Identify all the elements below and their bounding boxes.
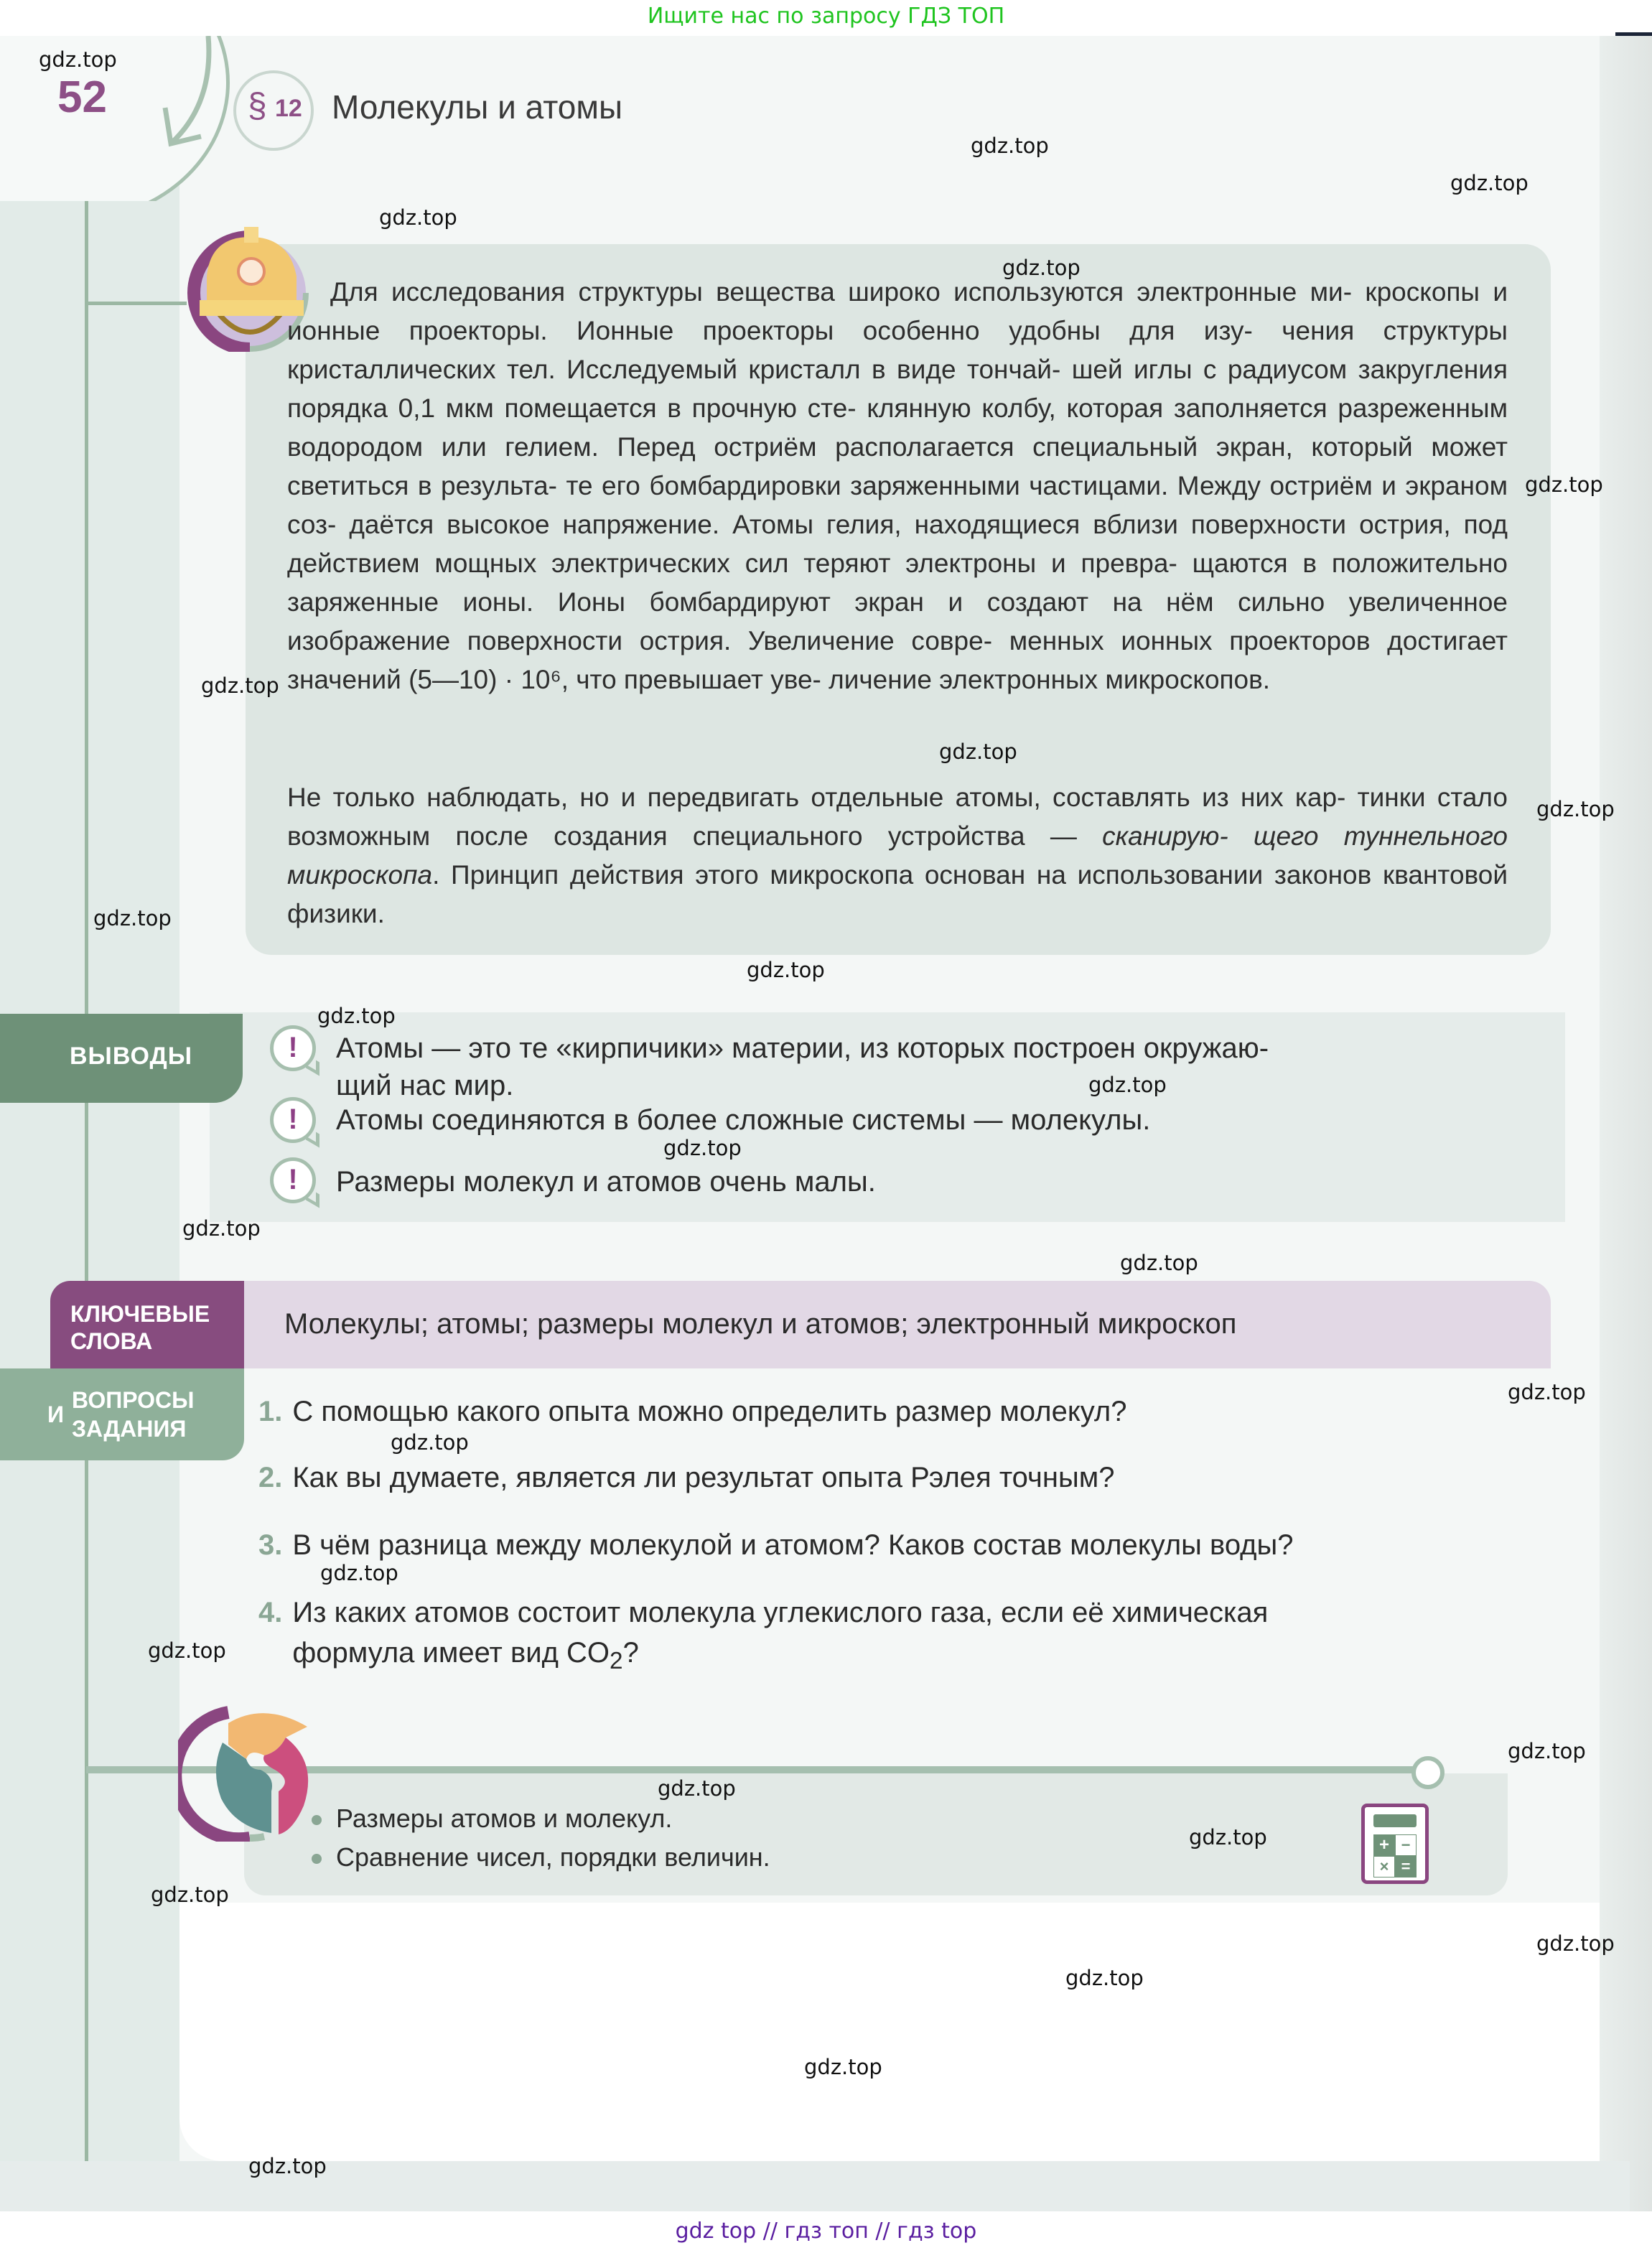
watermark-text: gdz.top — [151, 1883, 229, 1907]
watermark-text: gdz.top — [658, 1776, 736, 1801]
question-3: 3. В чём разница между молекулой и атомом? Каков состав молекулы воды? — [258, 1529, 1294, 1561]
watermark-text: gdz.top — [39, 47, 117, 72]
calculator-icon: + − × = — [1361, 1804, 1429, 1884]
watermark-text: gdz.top — [1088, 1073, 1167, 1097]
watermark-text: gdz.top — [804, 2055, 882, 2079]
line-end-circle — [1411, 1756, 1445, 1789]
section-title: Молекулы и атомы — [332, 88, 623, 126]
watermark-text: gdz.top — [1525, 472, 1603, 497]
conclusions-tab: ВЫВОДЫ — [0, 1014, 243, 1103]
watermark-text: gdz.top — [379, 205, 457, 230]
exclamation-bubble-icon: ! — [270, 1157, 316, 1203]
keywords-text: Молекулы; атомы; размеры молекул и атомов; электронный микроскоп — [284, 1308, 1237, 1340]
skills-box — [244, 1773, 1508, 1895]
puzzle-circle-icon — [178, 1698, 322, 1842]
watermark-text: gdz.top — [201, 673, 279, 698]
question-2: 2. Как вы думаете, является ли результат опыта Рэлея точным? — [258, 1462, 1115, 1493]
watermark-text: gdz.top — [391, 1430, 469, 1455]
conclusion-item-1: Атомы — это те «кирпичики» материи, из которых построен окружаю- щий нас мир. — [336, 1032, 1269, 1101]
watermark-text: gdz.top — [1536, 797, 1615, 821]
exclamation-bubble-icon: ! — [270, 1097, 316, 1143]
watermark-text: gdz.top — [971, 134, 1049, 158]
watermark-text: gdz.top — [1120, 1251, 1198, 1275]
page-bottom-band — [0, 2161, 1630, 2211]
book-spine-shadow — [1600, 36, 1652, 2211]
section-number: 12 — [275, 95, 302, 122]
keywords-tab: КЛЮЧЕВЫЕ СЛОВА — [50, 1281, 244, 1368]
watermark-text: gdz.top — [1450, 171, 1529, 195]
exclamation-bubble-icon: ! — [270, 1025, 316, 1071]
watermark-text: gdz.top — [1536, 1931, 1615, 1956]
questions-tab: ВОПРОСЫ И ЗАДАНИЯ — [0, 1368, 244, 1460]
info-paragraph-2: Не только наблюдать, но и передвигать отдельные атомы, составлять из них кар- тинки стало возможным после создания специального устройства — сканирую- щего туннельного микроскопа. Принцип действия этого микроскопа основан на использовании законов квантовой физики. — [287, 783, 1508, 928]
watermark-text: gdz.top — [1508, 1739, 1586, 1763]
watermark-text: gdz.top — [663, 1136, 742, 1160]
page-number: 52 — [57, 73, 107, 122]
watermark-text: gdz.top — [182, 1216, 261, 1241]
conclusion-item-3: Размеры молекул и атомов очень малы. — [336, 1166, 876, 1198]
watermark-text: gdz.top — [93, 906, 172, 930]
watermark-text: gdz.top — [747, 958, 825, 982]
watermark-text: gdz.top — [1002, 256, 1081, 280]
blank-area — [179, 1903, 1600, 2161]
search-banner: Ищите нас по запросу ГДЗ ТОП — [647, 4, 1005, 29]
watermark-text: gdz.top — [248, 2154, 327, 2178]
conclusion-item-2: Атомы соединяются в более сложные системы — молекулы. — [336, 1104, 1151, 1136]
section-sign: § — [248, 87, 267, 125]
watermark-text: gdz.top — [1189, 1825, 1267, 1849]
watermark-text: gdz.top — [317, 1004, 396, 1028]
watermark-text: gdz.top — [1065, 1966, 1144, 1990]
arrow-down-icon — [144, 36, 230, 151]
question-4: 4. Из каких атомов состоит молекула углекислого газа, если её химическая формула имеет вид $CO_2$? — [258, 1597, 1269, 1674]
question-1: 1. С помощью какого опыта можно определить размер молекул? — [258, 1396, 1127, 1427]
watermark-text: gdz.top — [148, 1638, 226, 1663]
footer-watermark: gdz top // гдз топ // гдз top — [675, 2219, 977, 2244]
bullet-icon — [312, 1815, 322, 1825]
skill-item-1: Размеры атомов и молекул. — [312, 1804, 672, 1834]
watermark-text: gdz.top — [320, 1561, 398, 1585]
info-paragraph-1: Для исследования структуры вещества широко используются электронные ми- кроскопы и ионные проекторы. Ионные проекторы особенно удобны для изу- чения структуры кристаллических тел. Исследуемый кристалл в виде тончай- шей иглы с радиусом закругления порядка 0,1 мкм помещается в прочную сте- клянную колбу, которая заполняется разреженным водородом или гелием. Перед остриём располагается специальный экран, который может светиться в результа- те его бомбардировки заряженными частицами. Между остриём и экраном соз- даётся высокое напряжение. Атомы гелия, находящиеся вблизи поверхности острия, под действием мощных электрических сил теряют электроны и превра- щаются в положительно заряженные ионы. Ионы бомбардируют экран и создают на нём сильно увеличенное изображение поверхности острия. Увеличение совре- менных ионных проекторов достигает значений (5—10) · 10⁶, что превышает уве- личение электронных микроскопов. — [287, 277, 1508, 694]
watermark-text: gdz.top — [1508, 1380, 1586, 1404]
bullet-icon — [312, 1854, 322, 1864]
rail-line — [85, 179, 88, 2211]
skill-item-2: Сравнение чисел, порядки величин. — [312, 1842, 770, 1872]
watermark-text: gdz.top — [939, 740, 1017, 764]
info-connector-line — [86, 302, 187, 305]
